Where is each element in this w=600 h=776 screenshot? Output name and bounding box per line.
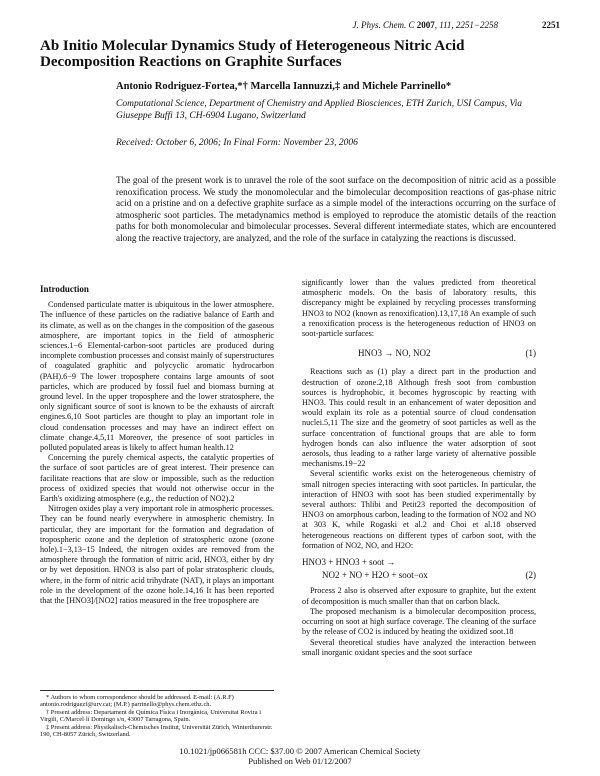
right-column (302, 278, 536, 658)
equation-1-number: (1) (525, 348, 536, 359)
page-number: 2251 (542, 20, 560, 30)
equation-1 (302, 348, 536, 358)
paragraph: Nitrogen oxides play a very important role in atmospheric processes. They can be found nearly everywhere in atmospheric chemistry. In particular, they are important for the formation and degradation of tropospheric ozone and the depletion of stratospheric ozone (ozone hole).1−3,13−15 Indeed, the nitrogen oxides are removed from the atmosphere through the formation of nitric acid, HNO3, either by dry or by wet deposition. HNO3 is also part of polar stratospheric clouds, where, in the form of nitric acid trihydrate (NAT), it plays an important role in the development of the ozone hole.14,16 It has been reported that the [HNO3]/[NO2] ratios measured in the free troposphere are (40, 504, 274, 606)
equation-2-number: (2) (525, 570, 536, 581)
equation-2-line-1: HNO3 + HNO3 + soot → (302, 557, 396, 568)
equation-1-body: HNO3 → NO, NO2 (358, 348, 431, 359)
paragraph: Concerning the purely chemical aspects, the catalytic properties of the surface of soot particles are of great interest. Their presence can facilitate reactions that are slow or impossible, such as the reduction process of oxidized species that would not otherwise occur in the Earth's oxidizing atmosphere (e.g., the reduction of NO2).2 (40, 453, 274, 504)
section-heading: Introduction (40, 284, 89, 294)
footnote-corresponding: * Authors to whom correspondence should be addressed. E-mail: (A.R.F) antonio.rodriguezf@urv.cat; (M.P.) parrinello@phys.chem.ethz.ch. (40, 694, 234, 709)
article-title: Ab Initio Molecular Dynamics Study of Heterogeneous Nitric Acid Decomposition Reactions on Graphite Surfaces (40, 38, 465, 70)
paragraph: The proposed mechanism is a bimolecular decomposition process, occurring on soot at high surface coverage. The cleaning of the surface by the release of CO2 is induced by heating the oxidized soot.18 (302, 606, 536, 637)
journal-prefix: J. Phys. Chem. C (352, 20, 417, 30)
journal-year: 2007 (416, 20, 435, 30)
equation-2 (302, 557, 536, 580)
journal-volume-pages: , 111, 2251−2258 (434, 20, 498, 30)
received-dates: Received: October 6, 2006; In Final Form: November 23, 2006 (116, 138, 358, 148)
page-footer (0, 746, 600, 766)
author-list: Antonio Rodriguez-Fortea,*† Marcella Iannuzzi,‡ and Michele Parrinello* (116, 81, 452, 92)
paragraph: Several theoretical studies have analyzed the interaction between small inorganic oxidant species and the soot surface (302, 637, 536, 657)
footnote-dagger: † Present address: Departament de Química Física i Inorgànica, Universitat Rovira i Virgili, C/Marcel·lí Domingo s/n, 43007 Tarragona, Spain. (40, 708, 261, 724)
running-header (40, 20, 560, 34)
affiliation: Computational Science, Department of Chemistry and Applied Biosciences, ETH Zurich, USI Campus, Via Giuseppe Buffi 13, CH-6904 Lugano, Switzerland (116, 99, 522, 121)
paragraph: significantly lower than the values predicted from theoretical atmospheric models. On the basis of laboratory results, this discrepancy might be explained by recycling processes transforming HNO3 to NO2 (known as renoxification).13,17,18 An example of such a renoxification process is the heterogeneous reduction of HNO3 on soot-particle surfaces: (302, 278, 536, 339)
paragraph: Process 2 also is observed after exposure to graphite, but the extent of decomposition is much smaller than that on carbon black. (302, 586, 536, 606)
journal-citation (353, 20, 499, 30)
abstract: The goal of the present work is to unravel the role of the soot surface on the decomposition of nitric acid as a possible renoxification process. We study the monomolecular and the bimolecular decomposition reactions of gas-phase nitric acid on a pristine and on a defective graphite surface as a simple model of the interactions occurring on the surface of atmospheric soot particles. The metadynamics method is employed to reproduce the atomistic details of the reaction paths for both monomolecular and bimolecular processes. Several different intermediate states, which are encountered along the reactive trajectory, are analyzed, and the role of the surface in catalyzing the reactions is discussed. (116, 175, 556, 243)
paragraph: Condensed particulate matter is ubiquitous in the lower atmosphere. The influence of these particles on the radiative balance of Earth and its climate, as well as on the changes in the composition of the gaseous atmosphere, are important topics in the field of atmospheric sciences.1−6 Elemental-carbon-soot particles are produced during incomplete combustion processes and consist mainly of superstructures of coagulated graphitic and polycyclic aromatic hydrocarbon (PAH).6−9 The lower troposphere contains large amounts of soot particles, which are produced by fossil fuel and biomass burning at ground level. In the upper troposphere and the lower stratosphere, the only significant source of soot is known to be the exhausts of aircraft engines.6,10 Soot particles are thought to play an important role in cloud condensation processes and may have an indirect effect on climate change.4,5,11 Moreover, the presence of soot particles in polluted populated areas is likely to affect human health.12 (40, 300, 274, 453)
footnote-double-dagger: ‡ Present address: Physikalisch-Chemisches Institut, Universität Zürich, Winterthurerstr. 190, CH-8057 Zürich, Switzerland. (40, 723, 273, 739)
left-column (40, 278, 274, 606)
doi-line: 10.1021/jp066581h CCC: $37.00 © 2007 American Chemical Society (179, 746, 421, 756)
published-line: Published on Web 01/12/2007 (248, 756, 352, 766)
paragraph: Several scientific works exist on the heterogeneous chemistry of small nitrogen species interacting with soot particles. In particular, the interaction of HNO3 with soot has been studied experimentally by several authors: Thlibi and Petit23 reported the decomposition of HNO3 on amorphous carbon, leading to the formation of NO2 and NO at 303 K, while Rogaski et al.2 and Choi et al.18 observed heterogeneous reactions on different types of carbon soot, with the formation of NO2, NO, and H2O: (302, 469, 536, 550)
footnotes (40, 690, 274, 738)
equation-2-line-2: NO2 + NO + H2O + soot−ox (322, 570, 428, 581)
paragraph: Reactions such as (1) play a direct part in the production and destruction of ozone.2,18 Although fresh soot from combustion sources is hydrophobic, it becomes hygroscopic by reacting with HNO3. This could result in an enhancement of water deposition and would explain its role as a potential source of cloud condensation nuclei.5,11 The size and the geometry of soot particles as well as the surface concentration of functional groups that are able to form hydrogen bonds can also influence the water adsorption of soot aerosols, thus leading to a rather large variety of alternative possible mechanisms.19−22 (302, 367, 536, 469)
